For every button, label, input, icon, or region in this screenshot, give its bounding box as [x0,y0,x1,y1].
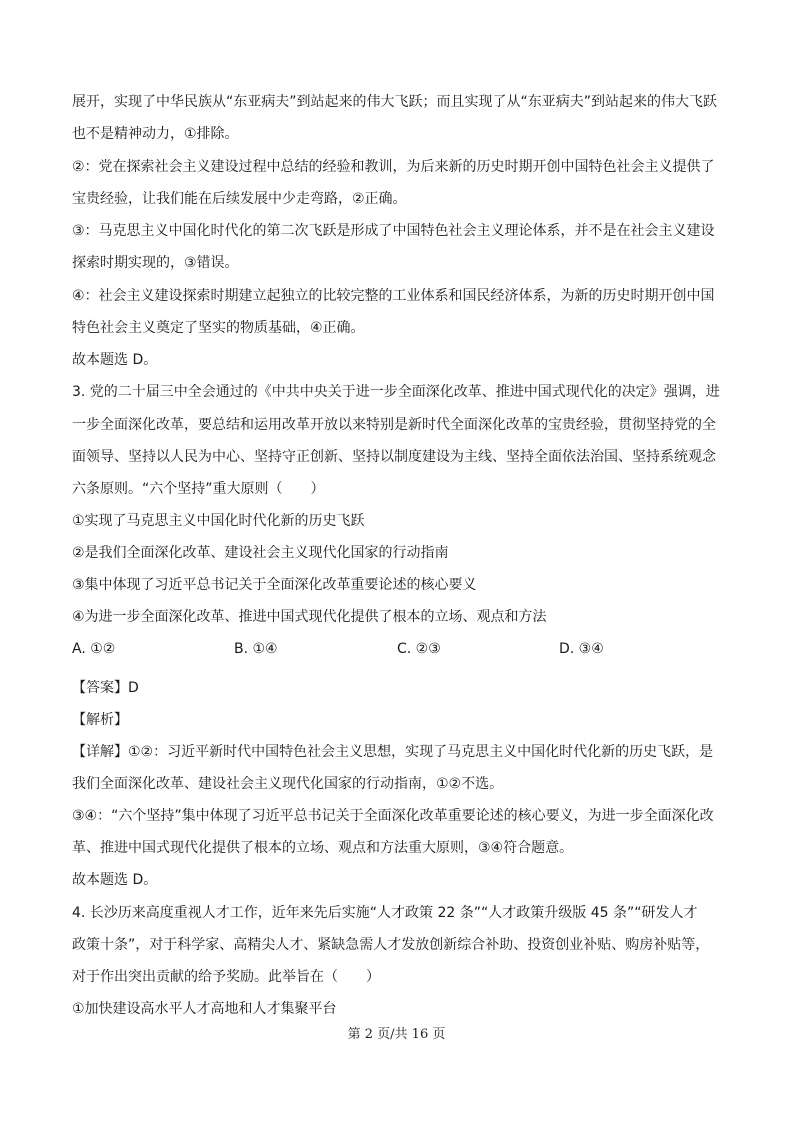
page-footer: 第 2 页/共 16 页 [347,1027,446,1042]
question-4-stem: 对于作出突出贡献的给予奖励。此举旨在（ ） [72,969,380,985]
question-3-stem: 一步全面深化改革，要总结和运用改革开放以来特别是新时代全面深化改革的宝贵经验，贯彻坚持党的全 [72,417,716,433]
text-line: 宝贵经验，让我们能在后续发展中少走弯路，②正确。 [72,191,407,207]
text-line: 特色社会主义奠定了坚实的物质基础，④正确。 [72,320,365,336]
option-a: A. ①② [72,641,116,657]
statement-item: ①实现了马克思主义中国化时代化新的历史飞跃 [72,513,365,529]
option-c: C. ②③ [397,641,441,657]
text-line: ③：马克思主义中国化时代化的第二次飞跃是形成了中国特色社会主义理论体系，并不是在社会主义建设 [72,223,715,239]
analysis-heading: 【解析】 [72,712,128,728]
detail-line: ③④：“六个坚持”集中体现了习近平总书记关于全面深化改革重要论述的核心要义，为进一步全面深化改 [72,808,714,824]
answer-options [72,639,722,659]
text-line: 也不是精神动力，①排除。 [72,126,239,142]
detail-line: 【详解】①②：习近平新时代中国特色社会主义思想，实现了马克思主义中国化时代化新的历史飞跃，是 [72,744,714,760]
question-4-stem: 4. 长沙历来高度重视人才工作，近年来先后实施“人才政策 22 条”“人才政策升级版 45 条”“研发人才 [72,905,698,921]
question-4-stem: 政策十条”，对于科学家、高精尖人才、紧缺急需人才发放创新综合补助、投资创业补贴、购房补贴等， [72,937,710,953]
text-line: 探索时期实现的，③错误。 [72,255,239,271]
question-3-stem: 3. 党的二十届三中全会通过的《中共中央关于进一步全面深化改革、推进中国式现代化的决定》强调，进 [72,384,720,400]
statement-item: ③集中体现了习近平总书记关于全面深化改革重要论述的核心要义 [72,577,477,593]
text-line: ④：社会主义建设探索时期建立起独立的比较完整的工业体系和国民经济体系，为新的历史时期开创中国 [72,288,715,304]
statement-item: ①加快建设高水平人才高地和人才集聚平台 [72,1001,337,1017]
statement-item: ②是我们全面深化改革、建设社会主义现代化国家的行动指南 [72,545,449,561]
text-line: 故本题选 D。 [72,352,158,368]
detail-line: 故本题选 D。 [72,872,158,888]
question-3-stem: 六条原则。“六个坚持”重大原则（ ） [72,481,325,497]
statement-item: ④为进一步全面深化改革、推进中国式现代化提供了根本的立场、观点和方法 [72,609,547,625]
option-d: D. ③④ [559,641,604,657]
text-line: 展开，实现了中华民族从“东亚病夫”到站起来的伟大飞跃；而且实现了从“东亚病夫”到站起来的伟大飞跃 [72,94,718,110]
question-3-stem: 面领导、坚持以人民为中心、坚持守正创新、坚持以制度建设为主线、坚持全面依法治国、坚持系统观念 [72,449,716,465]
option-b: B. ①④ [234,641,278,657]
detail-line: 革、推进中国式现代化提供了根本的立场、观点和方法重大原则，③④符合题意。 [72,840,574,856]
answer-line: 【答案】D [72,680,139,696]
text-line: ②：党在探索社会主义建设过程中总结的经验和教训，为后来新的历史时期开创中国特色社会主义提供了 [72,159,715,175]
detail-line: 我们全面深化改革、建设社会主义现代化国家的行动指南，①②不选。 [72,776,504,792]
